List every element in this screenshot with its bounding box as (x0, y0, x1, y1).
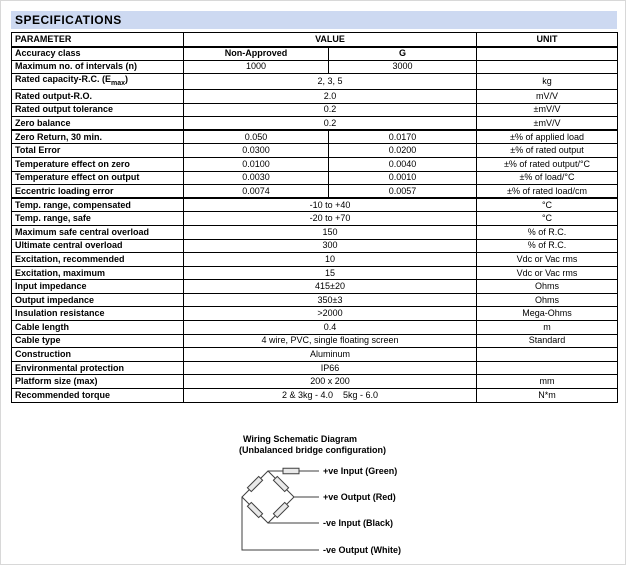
value-cell: -10 to +40 (184, 198, 477, 212)
param-cell: Rated output-R.O. (12, 89, 184, 103)
unit-cell: mV/V (477, 89, 618, 103)
value-cell: 200 x 200 (184, 375, 477, 389)
param-cell: Maximum no. of intervals (n) (12, 60, 184, 74)
param-cell: Platform size (max) (12, 375, 184, 389)
value-cell: 300 (184, 239, 477, 253)
spec-table-rows (12, 47, 618, 403)
table-row (12, 239, 618, 253)
table-row (12, 361, 618, 375)
param-cell: Accuracy class (12, 47, 184, 61)
unit-cell: ±mV/V (477, 117, 618, 131)
param-cell: Rated capacity-R.C. $(E_{max})$ (12, 74, 184, 90)
value-cell: 10 (184, 253, 477, 267)
param-cell: Input impedance (12, 280, 184, 294)
value-cell: 0.0040 (329, 157, 477, 171)
value-cell: 0.0170 (329, 130, 477, 144)
wire-label-output-neg: -ve Output (White) (323, 545, 401, 555)
value-cell: 2 & 3kg - 4.0 5kg - 6.0 (184, 389, 477, 403)
unit-cell (477, 60, 618, 74)
wire-label-input-pos: +ve Input (Green) (323, 466, 398, 476)
resistor-top-left (247, 476, 262, 491)
value-cell: 0.0200 (329, 144, 477, 158)
param-cell: Total Error (12, 144, 184, 158)
value-cell: 0.0300 (184, 144, 329, 158)
table-row (12, 307, 618, 321)
value-cell: 350±3 (184, 293, 477, 307)
wire-label-output-pos: +ve Output (Red) (323, 492, 396, 502)
unit-cell: mm (477, 375, 618, 389)
table-row (12, 280, 618, 294)
value-cell: IP66 (184, 361, 477, 375)
param-cell: Temperature effect on output (12, 171, 184, 185)
table-row (12, 225, 618, 239)
unit-cell: Vdc or Vac rms (477, 253, 618, 267)
value-cell: 3000 (329, 60, 477, 74)
value-cell: 1000 (184, 60, 329, 74)
table-row (12, 144, 618, 158)
resistor-bottom-right (273, 502, 288, 517)
value-cell: Aluminum (184, 348, 477, 362)
param-cell: Maximum safe central overload (12, 225, 184, 239)
unit-cell: Ohms (477, 293, 618, 307)
table-row (12, 171, 618, 185)
table-row (12, 266, 618, 280)
unit-cell: Standard (477, 334, 618, 348)
value-cell: 0.0030 (184, 171, 329, 185)
value-cell: 0.0100 (184, 157, 329, 171)
param-cell: Environmental protection (12, 361, 184, 375)
param-cell: Temperature effect on zero (12, 157, 184, 171)
unit-cell: ±% of rated output/°C (477, 157, 618, 171)
unit-cell: N*m (477, 389, 618, 403)
header-value: VALUE (184, 33, 477, 47)
value-cell: -20 to +70 (184, 212, 477, 226)
table-row (12, 212, 618, 226)
table-row (12, 293, 618, 307)
table-row (12, 103, 618, 117)
header-unit: UNIT (477, 33, 618, 47)
unit-cell: Vdc or Vac rms (477, 266, 618, 280)
table-row (12, 74, 618, 90)
unit-cell: kg (477, 74, 618, 90)
param-cell: Zero balance (12, 117, 184, 131)
param-cell: Excitation, maximum (12, 266, 184, 280)
unit-cell: Mega-Ohms (477, 307, 618, 321)
spec-table (11, 32, 618, 403)
table-row (12, 117, 618, 131)
unit-cell: Ohms (477, 280, 618, 294)
table-row (12, 185, 618, 199)
unit-cell (477, 361, 618, 375)
value-cell: 0.0074 (184, 185, 329, 199)
diagram-subtitle: (Unbalanced bridge configuration) (239, 445, 387, 455)
table-row (12, 60, 618, 74)
param-cell: Temp. range, compensated (12, 198, 184, 212)
unit-cell: m (477, 321, 618, 335)
bridge-diamond (242, 471, 294, 523)
param-cell: Rated output tolerance (12, 103, 184, 117)
table-row (12, 253, 618, 267)
value-cell: 0.2 (184, 103, 477, 117)
param-cell: Recommended torque (12, 389, 184, 403)
value-cell: 0.050 (184, 130, 329, 144)
param-cell: Cable length (12, 321, 184, 335)
unit-cell: °C (477, 212, 618, 226)
param-cell: Zero Return, 30 min. (12, 130, 184, 144)
diagram-title: Wiring Schematic Diagram (243, 434, 357, 444)
resistor-bottom-left (247, 502, 262, 517)
value-cell: Non-Approved (184, 47, 329, 61)
value-cell: 2.0 (184, 89, 477, 103)
value-cell: G (329, 47, 477, 61)
unit-cell: °C (477, 198, 618, 212)
table-row (12, 89, 618, 103)
table-row (12, 334, 618, 348)
table-header-row (12, 33, 618, 47)
value-cell: >2000 (184, 307, 477, 321)
param-cell: Eccentric loading error (12, 185, 184, 199)
value-cell: 4 wire, PVC, single floating screen (184, 334, 477, 348)
table-row (12, 198, 618, 212)
value-cell: 0.0010 (329, 171, 477, 185)
page-title: SPECIFICATIONS (15, 13, 122, 27)
unit-cell (477, 47, 618, 61)
param-cell: Cable type (12, 334, 184, 348)
value-cell: 15 (184, 266, 477, 280)
value-cell: 0.0057 (329, 185, 477, 199)
param-cell: Insulation resistance (12, 307, 184, 321)
unit-cell (477, 348, 618, 362)
value-cell: 0.4 (184, 321, 477, 335)
table-row (12, 348, 618, 362)
table-row (12, 47, 618, 61)
param-cell: Excitation, recommended (12, 253, 184, 267)
wire-label-input-neg: -ve Input (Black) (323, 518, 394, 528)
wheatstone-bridge-diagram (229, 456, 329, 560)
resistor-top-right (273, 476, 288, 491)
unit-cell: % of R.C. (477, 239, 618, 253)
value-cell: 150 (184, 225, 477, 239)
unit-cell: % of R.C. (477, 225, 618, 239)
table-row (12, 321, 618, 335)
value-cell: 415±20 (184, 280, 477, 294)
value-cell: 2, 3, 5 (184, 74, 477, 90)
param-cell: Ultimate central overload (12, 239, 184, 253)
resistor-input-lead (283, 468, 299, 474)
title-bar (11, 11, 617, 29)
unit-cell: ±% of rated output (477, 144, 618, 158)
table-row (12, 130, 618, 144)
unit-cell: ±mV/V (477, 103, 618, 117)
unit-cell: ±% of load/°C (477, 171, 618, 185)
table-row (12, 375, 618, 389)
unit-cell: ±% of applied load (477, 130, 618, 144)
param-cell: Output impedance (12, 293, 184, 307)
value-cell: 0.2 (184, 117, 477, 131)
param-cell: Construction (12, 348, 184, 362)
unit-cell: ±% of rated load/cm (477, 185, 618, 199)
table-row (12, 389, 618, 403)
header-parameter: PARAMETER (12, 33, 184, 47)
param-cell: Temp. range, safe (12, 212, 184, 226)
table-row (12, 157, 618, 171)
